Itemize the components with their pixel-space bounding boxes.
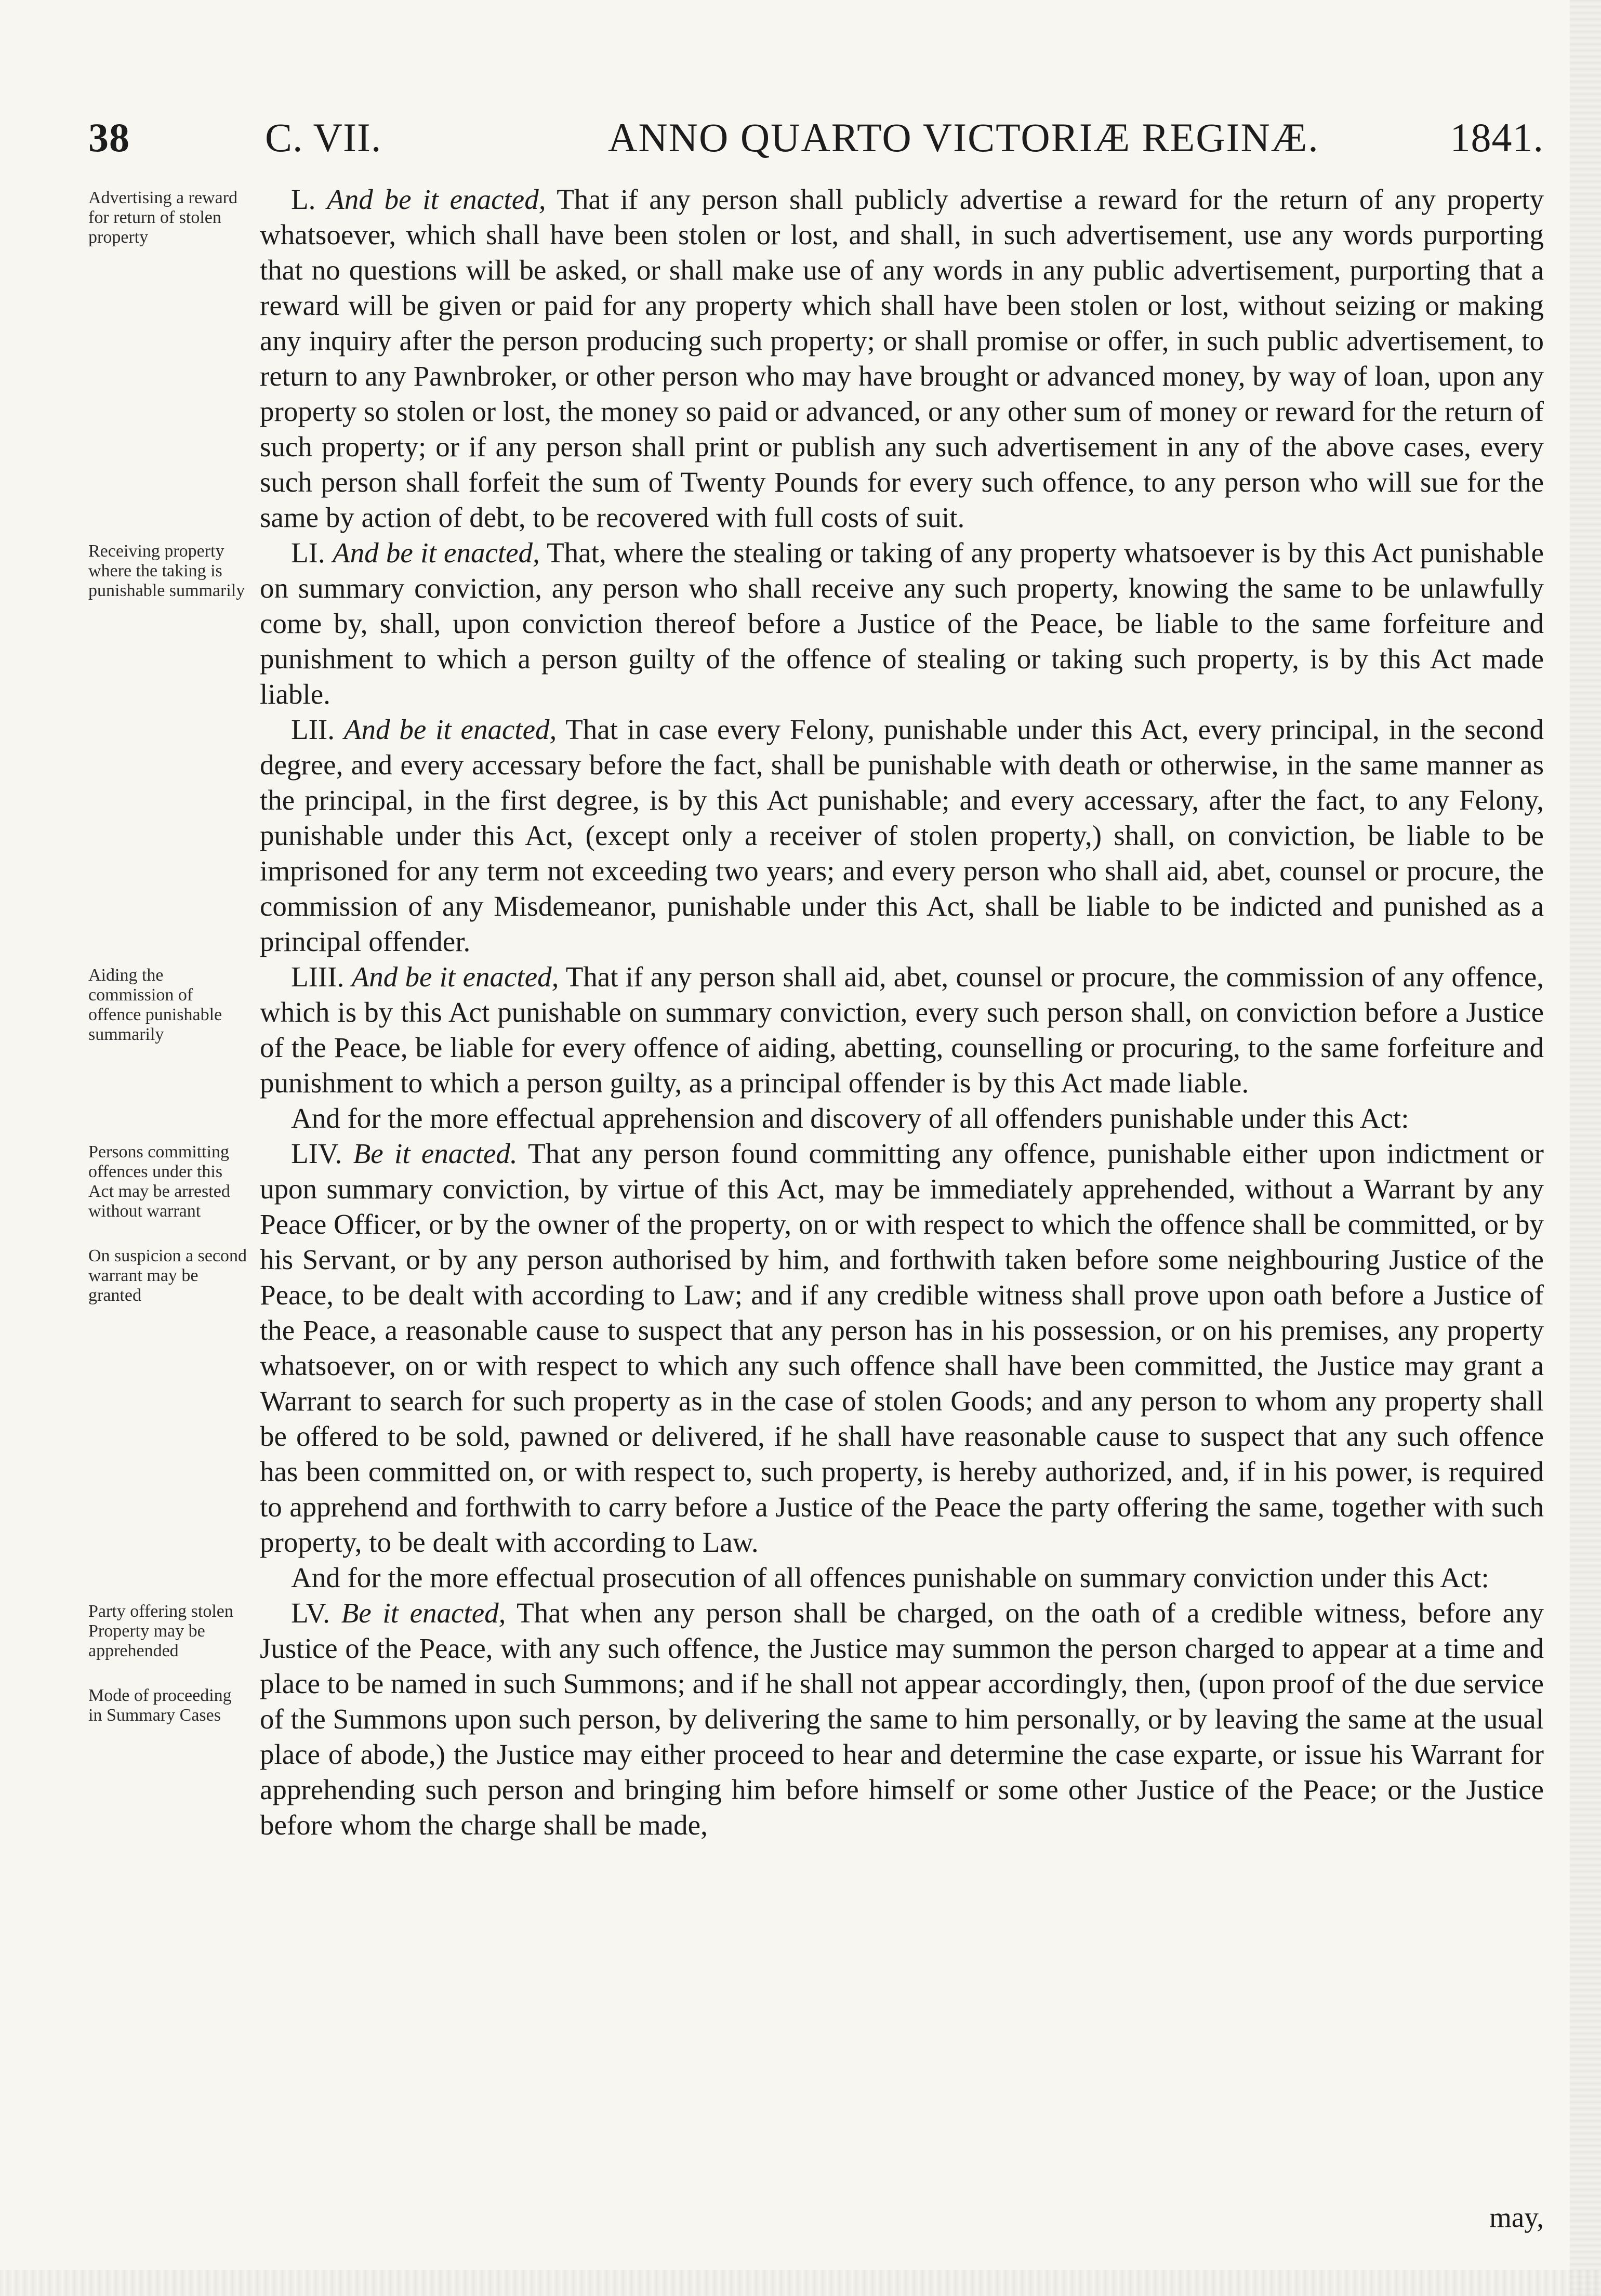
paragraph bbox=[260, 1595, 1544, 1843]
page-header bbox=[88, 114, 1544, 182]
enacting-formula: And be it enacted, bbox=[327, 183, 546, 215]
marginal-note bbox=[88, 1595, 260, 1750]
paragraph-text: That if any person shall publicly advertise a reward for the return of any property whatsoever, which shall have been stolen or lost, and shall, in such advertisement, use any words purporting that no questions will be asked, or shall make use of any words in any public advertisement, purporting that a reward will be given or paid for any property which shall have been stolen or lost, without seizing or making any inquiry after the person producing such property; or shall promise or offer, in such public advertisement, to return to any Pawnbroker, or other person who may have brought or advanced money, by way of loan, upon any property so stolen or lost, the money so paid or advanced, or any other sum of money or reward for the return of such property; or if any person shall print or publish any such advertisement in any of the above cases, every such person shall forfeit the sum of Twenty Pounds for every such offence, to any person who will sue for the same by action of debt, to be recovered with full costs of suit. bbox=[260, 183, 1544, 533]
section-body bbox=[260, 182, 1544, 535]
paragraph-text: That, where the stealing or taking of any property whatsoever is by this Act punishable on summary conviction, any person who shall receive any such property, knowing the same to be unlawfully come by, shall, upon conviction thereof before a Justice of the Peace, be liable to the same forfeiture and punishment to which a person guilty of the offence of stealing or taking such property, is by this Act made liable. bbox=[260, 537, 1544, 710]
section-50 bbox=[88, 182, 1544, 535]
section-body bbox=[260, 1136, 1544, 1595]
marginal-note-text: Advertising a reward for return of stolen property bbox=[88, 188, 238, 247]
scan-bottom-noise bbox=[0, 2270, 1601, 2296]
section-number: LII. bbox=[291, 714, 335, 745]
marginal-note-text: Mode of proceeding in Summary Cases bbox=[88, 1686, 232, 1725]
section-body bbox=[260, 1595, 1544, 1843]
paragraph-text: That any person found committing any offence, punishable either upon indictment or upon summary conviction, by virtue of this Act, may be immediately apprehended, without a Warrant by any Peace Officer, or by the owner of the property, on or with respect to which the offence shall be committed, or by his Servant, or by any person authorised by him, and forthwith taken before some neighbouring Justice of the Peace, to be dealt with according to Law; and if any credible witness shall prove upon oath before a Justice of the Peace, a reasonable cause to suspect that any person has in his possession, or on his premises, any property whatsoever, on or with respect to which any such offence shall have been committed, the Justice may grant a Warrant to search for such property as in the case of stolen Goods; and any person to whom any property shall be offered to be sold, pawned or delivered, if he shall have reasonable cause to suspect that any such offence has been committed on, or with respect to, such property, is hereby authorized, and, if in his power, is required to apprehend and forthwith to carry before a Justice of the Peace the party offering the same, together with such property, to be dealt with according to Law. bbox=[260, 1138, 1544, 1558]
paragraph bbox=[260, 959, 1544, 1101]
paragraph bbox=[260, 182, 1544, 535]
marginal-note-text: Aiding the commission of offence punishable summarily bbox=[88, 966, 222, 1044]
section-body bbox=[260, 959, 1544, 1136]
marginal-note bbox=[88, 1136, 260, 1330]
marginal-note-text: Party offering stolen Property may be apprehended bbox=[88, 1602, 233, 1660]
section-number: L. bbox=[291, 183, 316, 215]
enacting-formula: And be it enacted, bbox=[351, 961, 559, 993]
enacting-formula: Be it enacted, bbox=[341, 1597, 506, 1629]
paragraph-text: That if any person shall aid, abet, counsel or procure, the commission of any offence, which is by this Act punishable on summary conviction, every such person shall, on conviction before a Justice of the Peace, be liable for every offence of aiding, abetting, counselling or procuring, to the same forfeiture and punishment to which a person guilty, as a principal offender is by this Act made liable. bbox=[260, 961, 1544, 1099]
scan-edge-noise bbox=[1570, 0, 1601, 2296]
paragraph-text: And for the more effectual apprehension and discovery of all offenders punishable under this Act: bbox=[291, 1102, 1409, 1134]
section-51 bbox=[88, 535, 1544, 959]
chapter-label: C. VII. bbox=[265, 115, 382, 160]
catchword: may, bbox=[1489, 2201, 1544, 2233]
section-body bbox=[260, 535, 1544, 959]
section-number: LIII. bbox=[291, 961, 345, 993]
paragraph-text: That when any person shall be charged, on the oath of a credible witness, before any Justice of the Peace, with any such offence, the Justice may summon the person charged to appear at a time and place to be named in such Summons; and if he shall not appear accordingly, then, (upon proof of the due service of the Summons upon such person, by delivering the same to him personally, or by leaving the same at the usual place of abode,) the Justice may either proceed to hear and determine the case exparte, or issue his Warrant for apprehending such person and bringing him before himself or some other Justice of the Peace; or the Justice before whom the charge shall be made, bbox=[260, 1597, 1544, 1841]
marginal-note-text: Receiving property where the taking is punishable summarily bbox=[88, 542, 245, 600]
marginal-note bbox=[88, 959, 260, 1070]
enacting-formula: And be it enacted, bbox=[343, 714, 557, 745]
section-53 bbox=[88, 959, 1544, 1136]
marginal-note-text: Persons committing offences under this Act may be arrested without warrant bbox=[88, 1142, 230, 1221]
page-number: 38 bbox=[88, 115, 130, 160]
paragraph bbox=[260, 712, 1544, 959]
paragraph-text: And for the more effectual prosecution of all offences punishable on summary conviction under this Act: bbox=[291, 1562, 1489, 1593]
paragraph bbox=[260, 1136, 1544, 1560]
section-number: LIV. bbox=[291, 1138, 342, 1169]
marginal-note bbox=[88, 535, 260, 626]
running-title: ANNO QUARTO VICTORIÆ REGINÆ. bbox=[608, 115, 1319, 160]
year-label: 1841. bbox=[1450, 115, 1544, 160]
paragraph bbox=[260, 1560, 1544, 1595]
paragraph bbox=[260, 535, 1544, 712]
section-number: LI. bbox=[291, 537, 325, 569]
enacting-formula: Be it enacted. bbox=[353, 1138, 518, 1169]
enacting-formula: And be it enacted, bbox=[333, 537, 540, 569]
marginal-note-text: On suspicion a second warrant may be granted bbox=[88, 1246, 247, 1305]
section-54 bbox=[88, 1136, 1544, 1595]
section-55 bbox=[88, 1595, 1544, 1843]
section-number: LV. bbox=[291, 1597, 330, 1629]
marginal-note bbox=[88, 182, 260, 272]
paragraph-text: That in case every Felony, punishable under this Act, every principal, in the second degree, and every accessary before the fact, shall be punishable with death or otherwise, in the same manner as the principal, in the first degree, is by this Act punishable; and every accessary, after the fact, to any Felony, punishable under this Act, (except only a receiver of stolen property,) shall, on conviction, be liable to be imprisoned for any term not exceeding two years; and every person who shall aid, abet, counsel or procure, the commission of any Misdemeanor, punishable under this Act, shall be liable to be indicted and punished as a principal offender. bbox=[260, 714, 1544, 957]
paragraph bbox=[260, 1101, 1544, 1136]
